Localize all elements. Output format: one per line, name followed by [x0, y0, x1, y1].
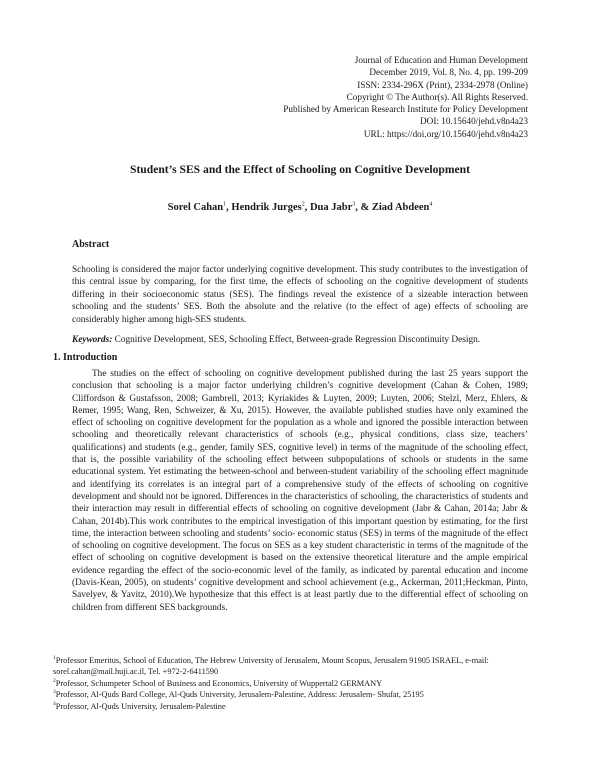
journal-header: [283, 54, 528, 140]
introduction-heading: 1. Introduction: [53, 352, 118, 363]
author-name: Sorel Cahan: [167, 202, 224, 213]
footnote: [53, 655, 533, 678]
keywords-text: Cognitive Development, SES, Schooling Effect, Between-grade Regression Discontinuity Design.: [112, 335, 481, 345]
author-name: Ziad Abdeen: [371, 202, 430, 213]
author-list: [0, 202, 600, 213]
footnote-text: Professor Emeritus, School of Education, The Hebrew University of Jerusalem, Mount Scopus, Jerusalem 91905 ISRAEL, e-mail: sorel.cahan@mail.huji.ac.il, Tel. +972-2-6411590: [53, 656, 489, 677]
journal-copyright: Copyright © The Author(s). All Rights Reserved.: [346, 91, 528, 102]
journal-doi: DOI: 10.15640/jehd.v8n4a23: [420, 116, 528, 127]
footnote-number: 1: [53, 655, 56, 662]
author-affiliation-mark: 3: [352, 201, 356, 208]
footnote-text: Professor, Schumpeter School of Business and Economics, University of Wuppertal2 GERMANY: [55, 678, 383, 688]
footnote-number: 3: [53, 689, 56, 696]
author-name: Hendrik Jurges: [231, 202, 302, 213]
footnote-number: 2: [53, 678, 56, 685]
keywords-label: Keywords:: [72, 335, 113, 345]
paper-title: Student’s SES and the Effect of Schooling on Cognitive Development: [130, 163, 470, 176]
footnote-text: Professor, Al-Quds University, Jerusalem-Palestine: [55, 701, 226, 711]
introduction-text: The studies on the effect of schooling on cognitive development published during the last 25 years support the conclusion that schooling is a major factor underlying children’s cognitive development (Cahan & Cohen, 1989; Cliffordson & Gustafsson, 2008; Gambrell, 2013; Kyriakides & Luyten, 2009; Luyten, 2006; Stelzl, Merz, Ehlers, & Remer, 1995; Wang, Ren, Schweizer, & Xu, 2015). However, the available published studies have only examined the effect of schooling on cognitive development for the population as a whole and ignored the possible interaction between schooling and theoretically relevant characteristics of schools (e.g., physical conditions, class size, teachers’ qualifications) and students (e.g., gender, family SES, cognitive level) in terms of the magnitude of the schooling effect, that is, the possible variability of the schooling effect between subpopulations of schools or students in the same educational system. Yet estimating the between-school and between-student variability of the schooling effect magnitude and identifying its correlates is an integral part of a comprehensive study of the effects of schooling on cognitive development and should not be ignored. Differences in the characteristics of schooling, the characteristics of students and their interaction may result in differential effects of schooling on cognitive development (Jabr & Cahan, 2014a; Jabr & Cahan, 2014b).This work contributes to the empirical investigation of this important question by estimating, for the first time, the interaction between schooling and students’ socio- economic status (SES) in terms of the magnitude of the effect of schooling on cognitive development. The focus on SES as a key student characteristic in terms of the magnitude of the effect of schooling on cognitive development is based on the extensive theoretical literature and the ample empirical evidence regarding the effect of the socio-economic level of the family, as indicated by parental education and income (Davis-Kean, 2005), on students’ cognitive development and school achievement (e.g., Ackerman, 2011;Heckman, Pinto, Savelyev, & Yavitz, 2010).We hypothesize that this effect is at least partly due to the differential effect of schooling on children from different SES backgrounds.: [72, 369, 528, 613]
footnote-number: 4: [53, 700, 56, 707]
journal-url: URL: https://doi.org/10.15640/jehd.v8n4a23: [363, 128, 528, 139]
footnote: [53, 701, 533, 712]
footnotes: [53, 655, 533, 712]
author-affiliation-mark: 2: [301, 201, 305, 208]
footnote: [53, 689, 533, 700]
author-affiliation-mark: 1: [223, 201, 227, 208]
author-separator: ,: [304, 202, 310, 213]
author-separator: , &: [355, 202, 372, 213]
journal-publisher: Published by American Research Institute for Policy Development: [283, 104, 528, 115]
keywords-line: [72, 334, 532, 346]
abstract-heading: Abstract: [72, 239, 110, 250]
footnote-text: Professor, Al-Quds Bard College, Al-Quds University, Jerusalem-Palestine, Address: Jerusalem- Shufat, 25195: [55, 690, 424, 700]
journal-issn: ISSN: 2334-296X (Print), 2334-2978 (Online): [357, 79, 528, 90]
journal-name: Journal of Education and Human Development: [354, 55, 528, 65]
introduction-paragraph: [72, 368, 528, 614]
author-affiliation-mark: 4: [429, 201, 433, 208]
abstract-text: Schooling is considered the major factor underlying cognitive development. This study contributes to the investigation of this central issue by comparing, for the first time, the effects of schooling on the cognitive development of students differing in their socioeconomic status (SES). The findings reveal the existence of a sizeable interaction between schooling and the students’ SES. Both the absolute and the relative (to the effect of age) effects of schooling are considerably higher among high-SES students.: [72, 265, 528, 325]
author-separator: ,: [226, 202, 232, 213]
author-name: Dua Jabr: [309, 202, 353, 213]
footnote: [53, 678, 533, 689]
journal-issue: December 2019, Vol. 8, No. 4, pp. 199-209: [369, 67, 528, 78]
